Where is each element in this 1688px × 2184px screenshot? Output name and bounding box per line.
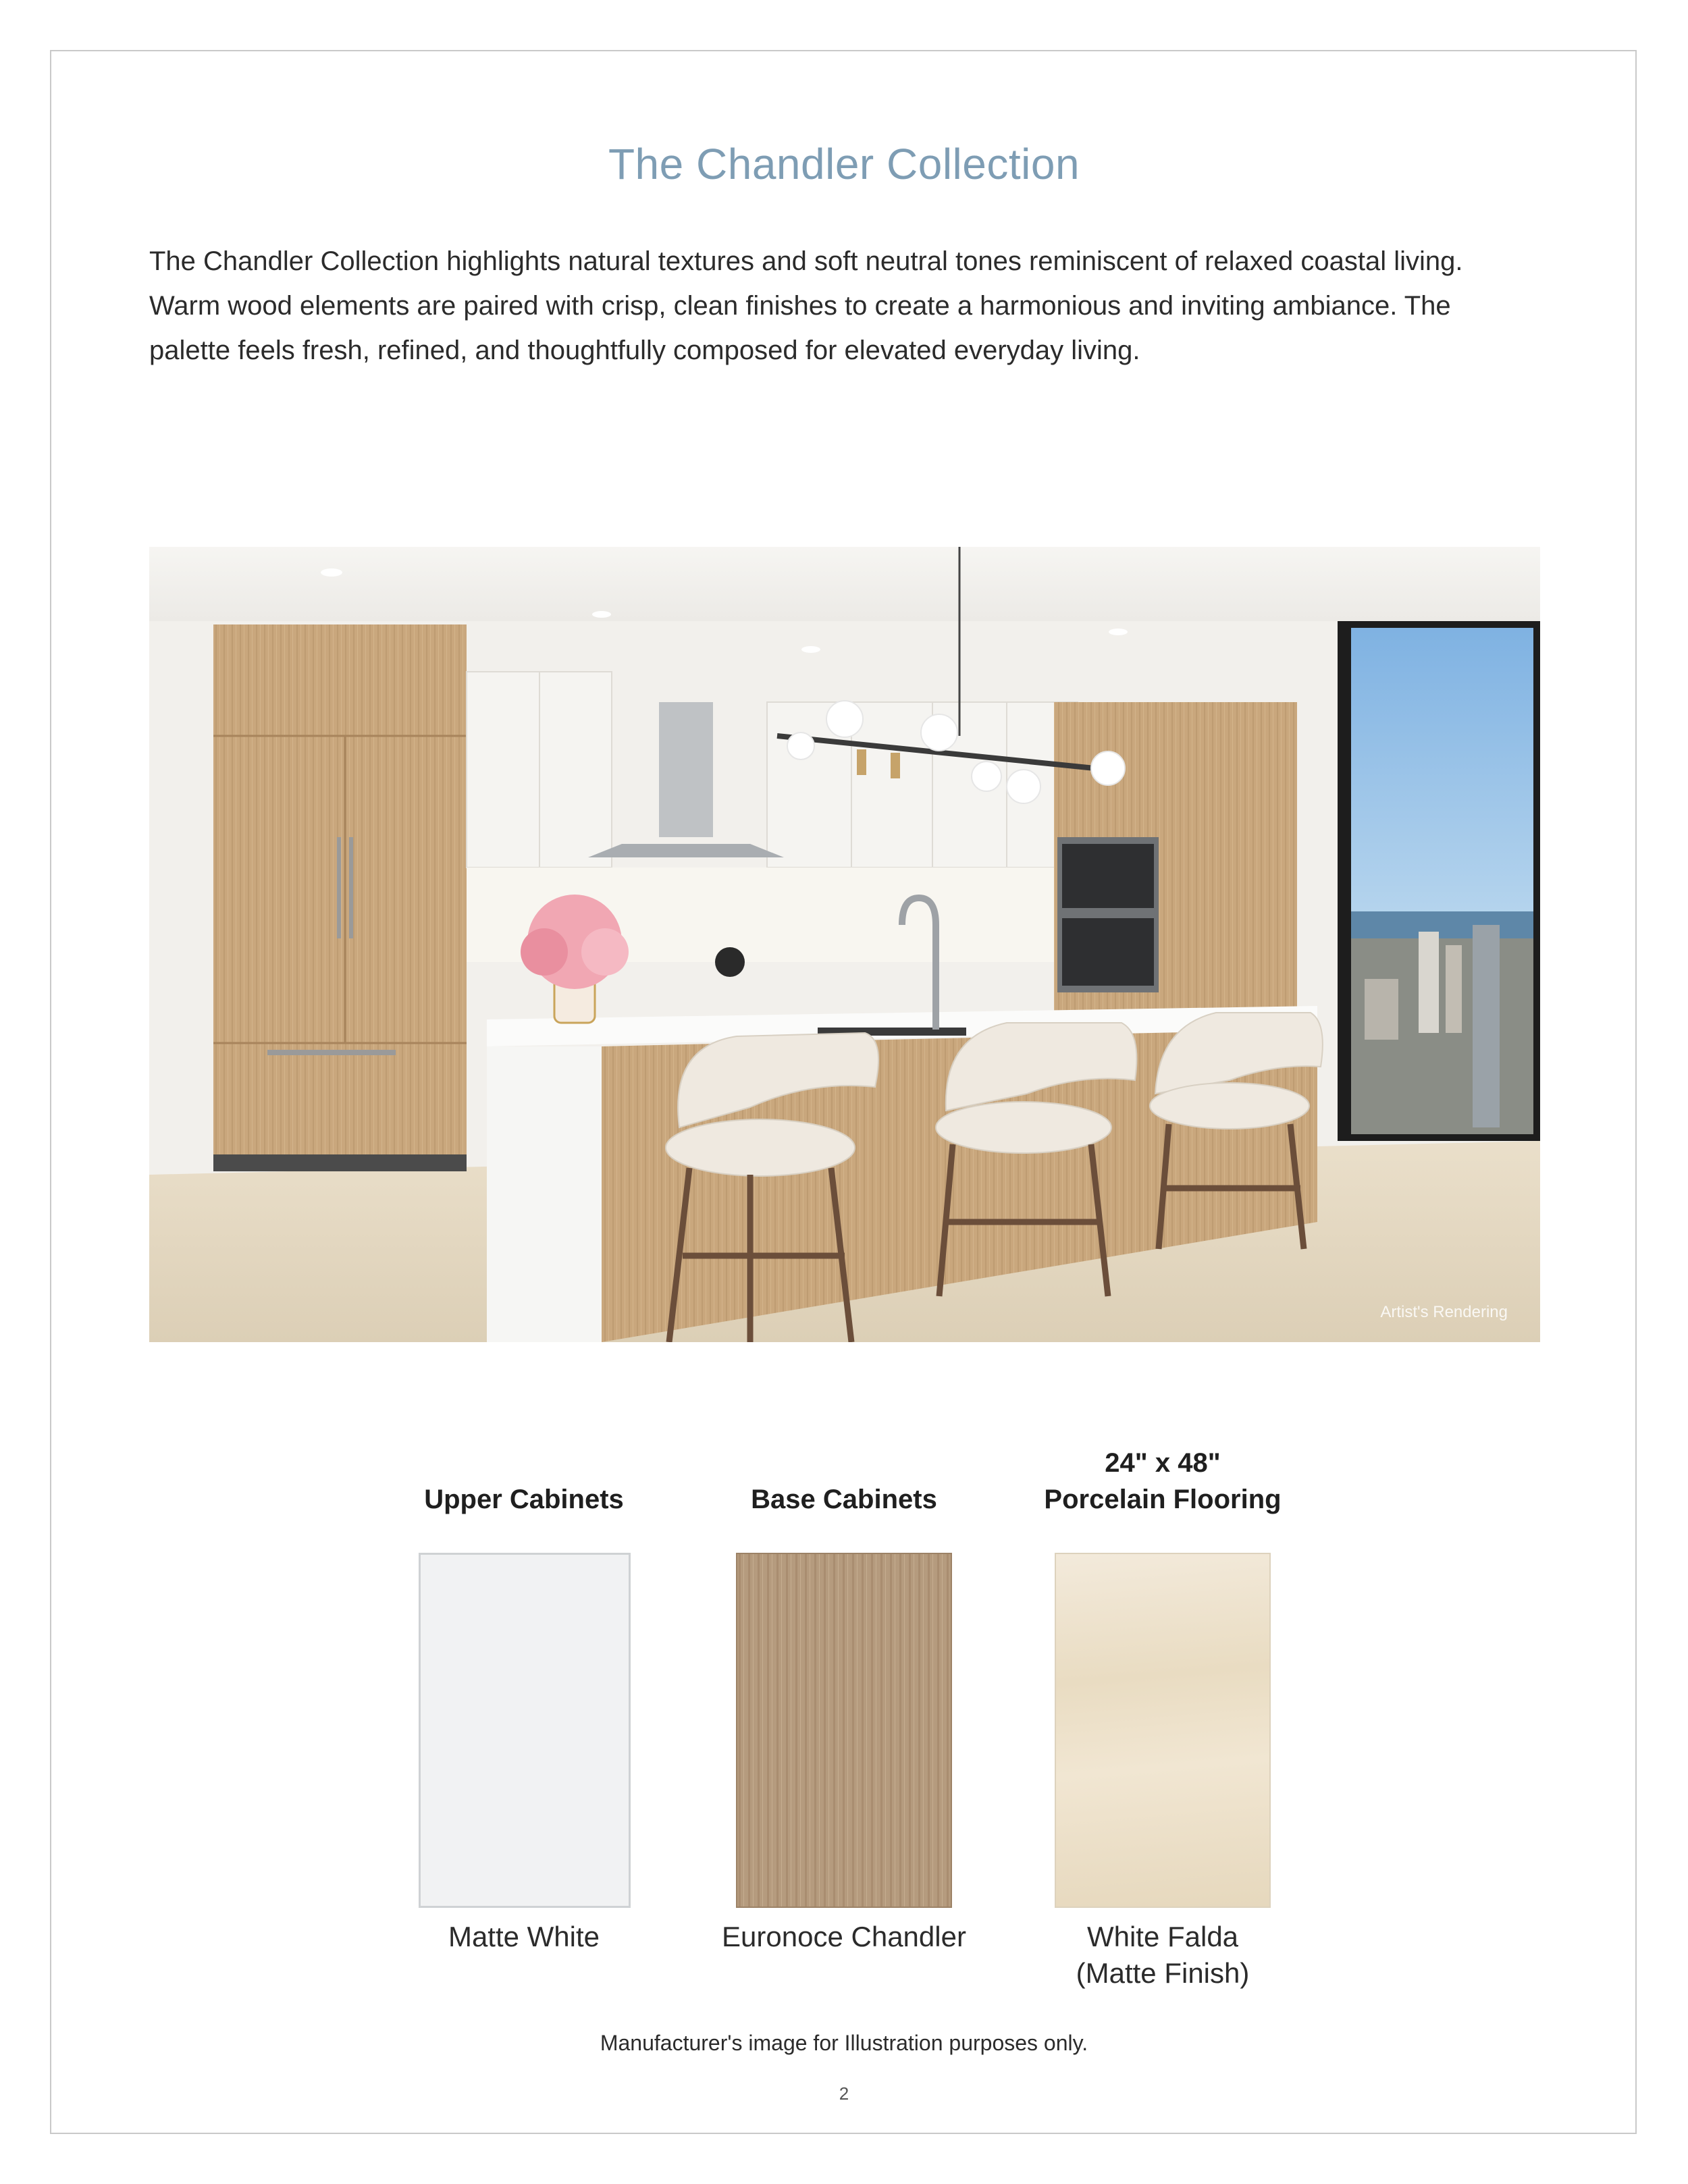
finish-heading-line: 24" x 48" <box>1105 1448 1221 1478</box>
finish-heading-line: Upper Cabinets <box>424 1485 624 1514</box>
finish-heading <box>402 1445 645 1518</box>
white-falda-swatch <box>1055 1553 1271 1908</box>
matte-white-swatch <box>419 1553 631 1908</box>
finish-name-line: Euronoce Chandler <box>722 1921 966 1952</box>
page-title: The Chandler Collection <box>608 140 1080 188</box>
illustration-disclaimer: Manufacturer's image for Illustration purposes only. <box>600 2031 1088 2055</box>
kitchen-rendering-image <box>149 547 1540 1342</box>
finish-name <box>1034 1919 1291 1992</box>
finish-heading-line <box>718 1445 970 1481</box>
finish-name <box>402 1919 645 1955</box>
finish-heading <box>718 1445 970 1518</box>
finish-porcelain-flooring <box>1034 1445 1291 2012</box>
intro-line: Warm wood elements are paired with crisp, clean finishes to create a harmonious and inviting ambiance. The <box>149 291 1451 321</box>
finish-name-line: White Falda <box>1086 1921 1239 1952</box>
intro-text <box>149 239 1554 373</box>
finish-heading-line: Porcelain Flooring <box>1044 1485 1282 1514</box>
finish-name <box>718 1919 970 1955</box>
finish-heading <box>1034 1445 1291 1518</box>
page-number: 2 <box>839 2083 849 2104</box>
intro-line: The Chandler Collection highlights natural textures and soft neutral tones reminiscent of relaxed coastal living. <box>149 246 1463 276</box>
finish-name-line: Matte White <box>448 1921 600 1952</box>
finish-upper-cabinets <box>402 1445 645 2012</box>
finish-heading-line <box>402 1445 645 1481</box>
finish-name-line: (Matte Finish) <box>1076 1957 1250 1989</box>
intro-line: palette feels fresh, refined, and thoughtfully composed for elevated everyday living. <box>149 336 1140 365</box>
artists-rendering-label: Artist's Rendering <box>1380 1303 1508 1321</box>
finish-base-cabinets <box>718 1445 970 2012</box>
finish-heading-line: Base Cabinets <box>751 1485 937 1514</box>
euronoce-chandler-swatch <box>736 1553 952 1908</box>
